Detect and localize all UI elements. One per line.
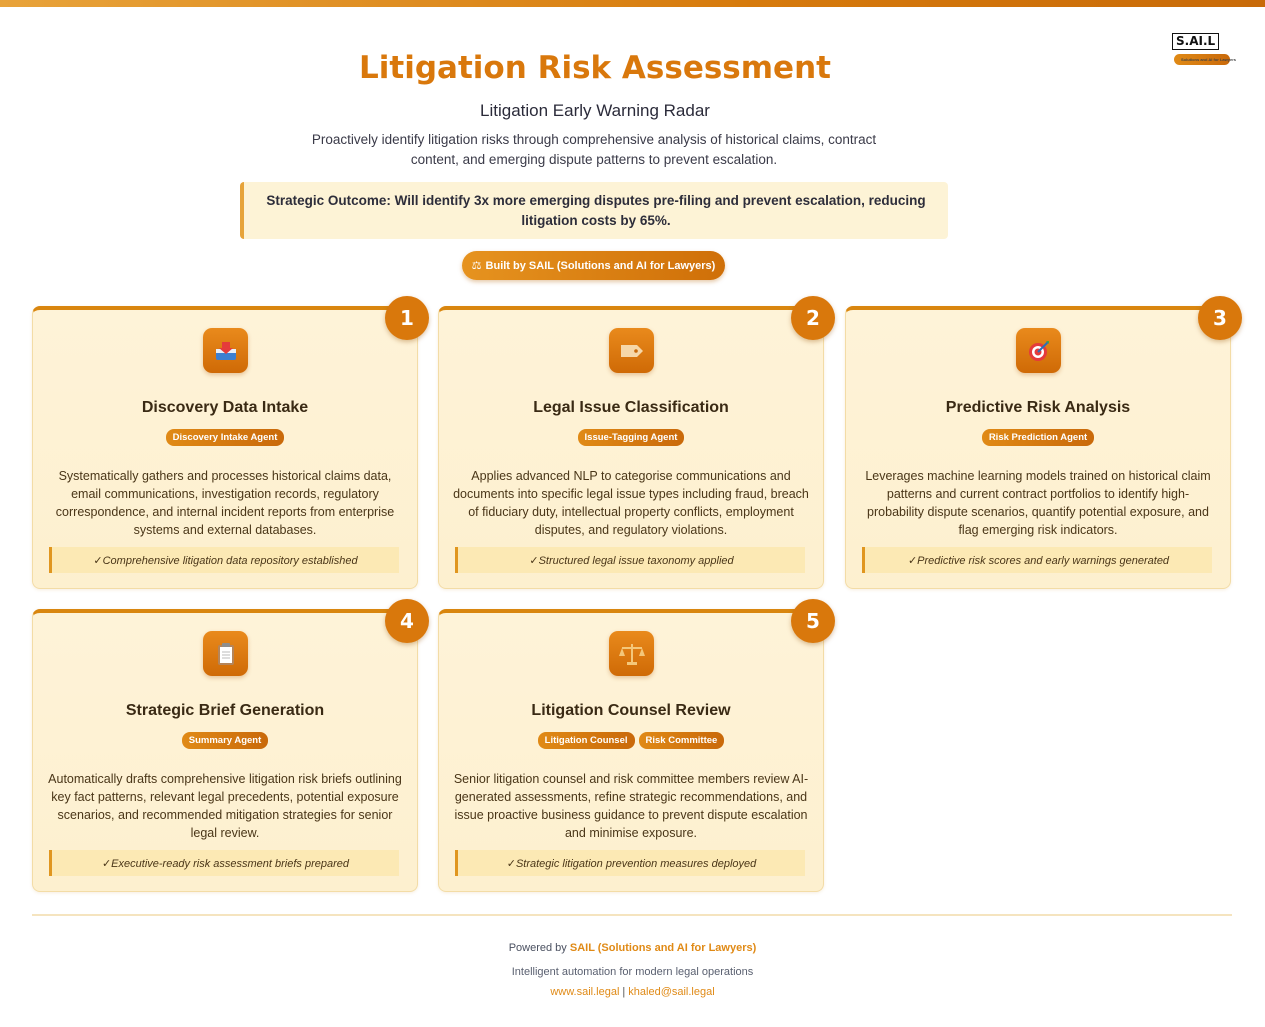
step-description: Systematically gathers and processes historical claims data, email communications, investigation records, regulatory correspondence, and internal incident reports from enterprise systems and external databases. xyxy=(55,469,395,537)
step-number-badge: 1 xyxy=(385,296,429,340)
agent-tag: Litigation Counsel xyxy=(538,732,635,749)
label-tag-icon xyxy=(609,328,654,373)
website-link[interactable]: www.sail.legal xyxy=(550,986,620,998)
inbox-tray-icon xyxy=(203,328,248,373)
agent-tags xyxy=(846,429,1230,446)
step-title: Litigation Counsel Review xyxy=(531,702,731,719)
step-number-badge: 4 xyxy=(385,599,429,643)
agent-tags xyxy=(439,732,823,749)
step-title: Discovery Data Intake xyxy=(141,399,309,416)
powered-by-line xyxy=(0,942,1265,954)
logo-mark: S.AI.L xyxy=(1172,33,1219,50)
agent-tag: Summary Agent xyxy=(182,732,269,749)
step-title: Predictive Risk Analysis xyxy=(945,399,1131,416)
logo-tagline: Solutions and AI for Lawyers xyxy=(1174,54,1230,65)
step-number-badge: 5 xyxy=(791,599,835,643)
agent-tag: Discovery Intake Agent xyxy=(166,429,285,446)
step-result: ✓Executive-ready risk assessment briefs prepared xyxy=(49,850,399,876)
powered-by-brand: SAIL (Solutions and AI for Lawyers) xyxy=(569,942,757,954)
footer-tagline: Intelligent automation for modern legal operations xyxy=(511,966,754,978)
step-description: Automatically drafts comprehensive litigation risk briefs outlining key fact patterns, relevant legal precedents, potential exposure scenarios, and recommended mitigation strategies for senior legal review. xyxy=(48,772,402,840)
step-card-litigation-counsel-review xyxy=(438,609,824,892)
step-result: ✓Comprehensive litigation data repository established xyxy=(49,547,399,573)
contact-separator: | xyxy=(622,986,626,998)
step-title: Legal Issue Classification xyxy=(533,399,729,416)
built-by-label: Built by SAIL (Solutions and AI for Lawyers) xyxy=(485,259,716,272)
agent-tag: Issue-Tagging Agent xyxy=(578,429,685,446)
step-number-badge: 3 xyxy=(1198,296,1242,340)
email-link[interactable]: khaled@sail.legal xyxy=(628,986,715,998)
powered-by-prefix: Powered by xyxy=(508,942,567,954)
step-result: ✓Strategic litigation prevention measures deployed xyxy=(455,850,805,876)
footer-contact xyxy=(0,986,1265,998)
footer-divider xyxy=(32,914,1232,916)
agent-tags xyxy=(439,429,823,446)
top-accent-bar xyxy=(0,0,1265,7)
step-description: Applies advanced NLP to categorise communications and documents into specific legal issue types including fraud, breach of fiduciary duty, intellectual property conflicts, employment disputes, and regulatory violations. xyxy=(453,469,809,537)
step-description: Leverages machine learning models trained on historical claim patterns and current contract portfolios to identify high-probability dispute scenarios, quantify potential exposure, and flag emerging risk indicators. xyxy=(865,469,1211,537)
step-card-predictive-risk-analysis xyxy=(845,306,1231,589)
target-icon xyxy=(1016,328,1061,373)
built-by-badge xyxy=(462,251,725,280)
step-result: ✓Predictive risk scores and early warnings generated xyxy=(862,547,1212,573)
step-result: ✓Structured legal issue taxonomy applied xyxy=(455,547,805,573)
clipboard-icon xyxy=(203,631,248,676)
step-card-legal-issue-classification xyxy=(438,306,824,589)
page-lead: Proactively identify litigation risks through comprehensive analysis of historical claims, contract content, and emerging dispute patterns to prevent escalation. xyxy=(311,132,877,167)
strategic-outcome-callout: Strategic Outcome: Will identify 3x more emerging disputes pre-filing and prevent escalation, reducing litigation costs by 65%. xyxy=(240,182,948,239)
step-number-badge: 2 xyxy=(791,296,835,340)
scales-icon xyxy=(609,631,654,676)
step-card-strategic-brief-generation xyxy=(32,609,418,892)
scales-icon: ⚖ xyxy=(471,260,482,272)
page-subtitle: Litigation Early Warning Radar xyxy=(480,101,710,120)
page-title: Litigation Risk Assessment xyxy=(359,50,831,86)
agent-tags xyxy=(33,429,417,446)
step-title: Strategic Brief Generation xyxy=(125,702,325,719)
agent-tag: Risk Prediction Agent xyxy=(982,429,1094,446)
step-card-discovery-data-intake xyxy=(32,306,418,589)
agent-tag: Risk Committee xyxy=(639,732,725,749)
step-description: Senior litigation counsel and risk committee members review AI-generated assessments, refine strategic recommendations, and issue proactive business guidance to prevent dispute escalation and minimise exposure. xyxy=(453,772,809,840)
agent-tags xyxy=(33,732,417,749)
